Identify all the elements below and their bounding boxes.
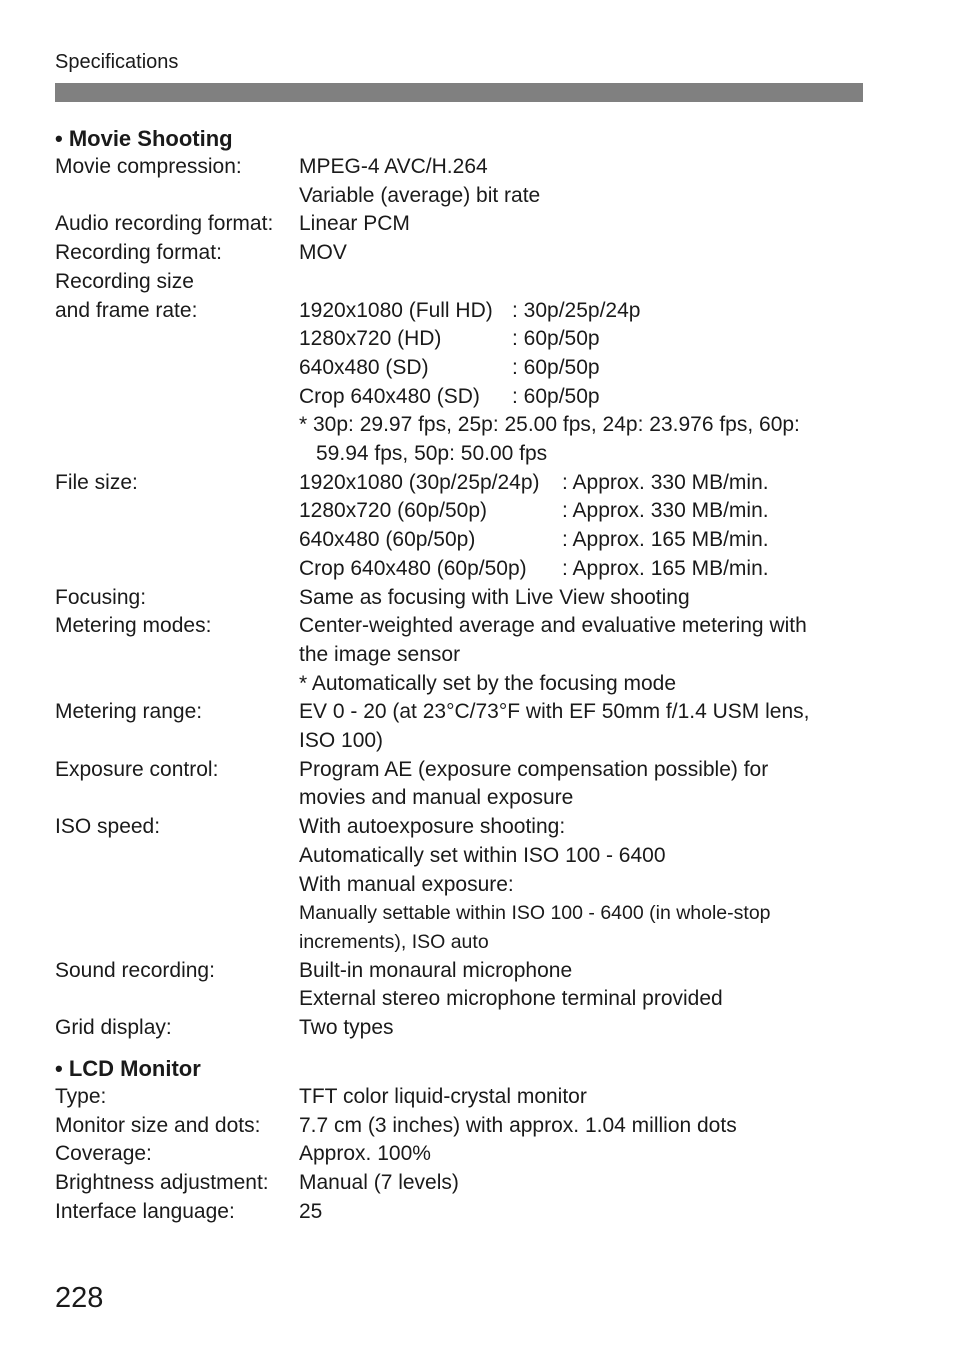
- section-title-lcd-monitor: • LCD Monitor: [55, 1055, 201, 1081]
- spec-value: TFT color liquid-crystal monitor: [299, 1084, 587, 1108]
- spec-value: MPEG-4 AVC/H.264: [299, 155, 488, 178]
- spec-row-iso-speed: [55, 813, 855, 957]
- spec-value: Same as focusing with Live View shooting: [299, 585, 690, 609]
- spec-label: Type:: [55, 1084, 107, 1108]
- spec-content: [55, 124, 855, 1226]
- header-divider-bar: [55, 83, 863, 102]
- spec-value-resolution: 1920x1080 (Full HD) : 30p/25p/24p: [299, 298, 641, 322]
- spec-label: Metering range:: [55, 700, 203, 724]
- spec-label: Coverage:: [55, 1142, 152, 1166]
- spec-value-resolution: 1280x720 (HD) : 60p/50p: [299, 327, 600, 351]
- spec-value: MOV: [299, 241, 347, 265]
- spec-row-sound-recording: [55, 957, 855, 1014]
- spec-row-metering-modes: [55, 612, 855, 698]
- spec-row-lcd-monitor-size: [55, 1112, 855, 1141]
- spec-value: movies and manual exposure: [299, 786, 574, 810]
- spec-value: Two types: [299, 1016, 394, 1040]
- spec-label: Brightness adjustment:: [55, 1170, 269, 1194]
- spec-value-file-size: 1920x1080 (30p/25p/24p) : Approx. 330 MB/min.: [299, 470, 769, 494]
- spec-value: increments), ISO auto: [299, 930, 489, 953]
- spec-value: EV 0 - 20 (at 23°C/73°F with EF 50mm f/1.4 USM lens,: [299, 700, 810, 724]
- spec-label: Sound recording:: [55, 958, 215, 982]
- spec-note: * 30p: 29.97 fps, 25p: 25.00 fps, 24p: 23.976 fps, 60p:: [299, 413, 800, 437]
- spec-row-grid-display: [55, 1014, 855, 1043]
- spec-value: 7.7 cm (3 inches) with approx. 1.04 million dots: [299, 1113, 737, 1137]
- spec-row-lcd-type: [55, 1083, 855, 1112]
- spec-value: External stereo microphone terminal provided: [299, 987, 723, 1011]
- spec-row-file-size: [55, 469, 855, 584]
- spec-label: Audio recording format:: [55, 212, 274, 236]
- spec-value-file-size: Crop 640x480 (60p/50p) : Approx. 165 MB/min.: [299, 556, 769, 580]
- page-header-section-name: Specifications: [55, 51, 179, 73]
- spec-label: Movie compression:: [55, 155, 242, 178]
- spec-value: Center-weighted average and evaluative metering with: [299, 614, 807, 638]
- section-title-movie-shooting: • Movie Shooting: [55, 126, 233, 151]
- spec-row-lcd-interface-language: [55, 1198, 855, 1227]
- spec-value: Approx. 100%: [299, 1142, 431, 1166]
- spec-row-lcd-brightness: [55, 1169, 855, 1198]
- spec-value: With manual exposure:: [299, 872, 514, 896]
- spec-value: Manual (7 levels): [299, 1170, 459, 1194]
- spec-label: Focusing:: [55, 585, 147, 609]
- spec-value: Program AE (exposure compensation possible) for: [299, 757, 769, 781]
- spec-row-metering-range: [55, 698, 855, 755]
- spec-value: ISO 100): [299, 729, 384, 753]
- spec-label: Recording size and frame rate:: [55, 269, 198, 322]
- spec-label: Recording format:: [55, 241, 222, 265]
- spec-value: With autoexposure shooting:: [299, 815, 566, 839]
- spec-note: * Automatically set by the focusing mode: [299, 671, 677, 695]
- spec-value-file-size: 640x480 (60p/50p) : Approx. 165 MB/min.: [299, 528, 769, 552]
- spec-row-lcd-coverage: [55, 1140, 855, 1169]
- spec-value: Automatically set within ISO 100 - 6400: [299, 843, 666, 867]
- spec-label: Monitor size and dots:: [55, 1113, 261, 1137]
- spec-value: Linear PCM: [299, 212, 410, 236]
- spec-value-spacer: [299, 268, 855, 297]
- spec-row-recording-format: [55, 239, 855, 268]
- spec-row-audio-recording-format: [55, 210, 855, 239]
- spec-value: Variable (average) bit rate: [299, 183, 541, 207]
- spec-row-exposure-control: [55, 756, 855, 813]
- spec-label: File size:: [55, 470, 138, 494]
- spec-row-movie-compression: [55, 153, 855, 210]
- spec-row-recording-size: [55, 268, 855, 469]
- spec-value: the image sensor: [299, 642, 461, 666]
- spec-value-resolution: 640x480 (SD) : 60p/50p: [299, 355, 600, 379]
- spec-value: Built-in monaural microphone: [299, 958, 573, 982]
- spec-label: Exposure control:: [55, 757, 219, 781]
- spec-value: 25: [299, 1199, 323, 1223]
- spec-label: Grid display:: [55, 1016, 172, 1040]
- spec-value-file-size: 1280x720 (60p/50p) : Approx. 330 MB/min.: [299, 499, 769, 523]
- spec-label: Metering modes:: [55, 614, 212, 638]
- spec-label: Interface language:: [55, 1199, 235, 1223]
- spec-row-focusing: [55, 584, 855, 613]
- page-number: 228: [55, 1282, 104, 1314]
- spec-value: Manually settable within ISO 100 - 6400 (in whole-stop: [299, 902, 771, 925]
- spec-label: ISO speed:: [55, 815, 161, 839]
- spec-value-resolution: Crop 640x480 (SD) : 60p/50p: [299, 384, 600, 408]
- spec-note: 59.94 fps, 50p: 50.00 fps: [316, 442, 548, 466]
